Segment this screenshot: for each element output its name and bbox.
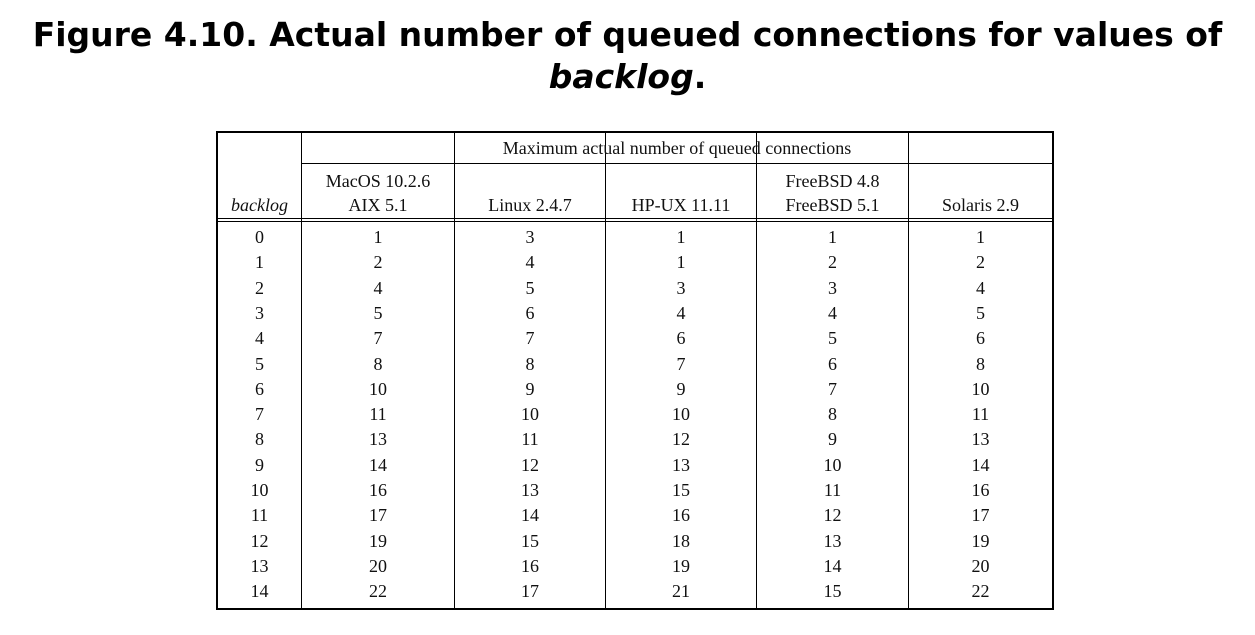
table-row xyxy=(218,402,1052,427)
spanning-header-rule xyxy=(302,163,1052,164)
table-cell-freebsd: 4 xyxy=(828,302,837,323)
table-cell-hpux: 21 xyxy=(672,581,690,602)
table-cell-macos_aix: 11 xyxy=(369,404,387,425)
table-cell-backlog: 13 xyxy=(250,555,269,576)
figure-title xyxy=(0,14,1255,98)
table-cell-linux: 4 xyxy=(525,252,535,273)
table-cell-hpux: 18 xyxy=(672,530,690,551)
table-cell-backlog: 2 xyxy=(255,277,264,298)
column-header-backlog xyxy=(218,167,301,217)
column-header-macos_aix xyxy=(302,167,454,217)
table-cell-hpux: 10 xyxy=(672,404,690,425)
column-header-line: HP-UX 11.11 xyxy=(631,195,731,215)
table-cell-backlog: 7 xyxy=(255,404,264,425)
table-cell-solaris: 14 xyxy=(971,454,990,475)
table-row xyxy=(218,225,1052,250)
table-cell-freebsd: 15 xyxy=(823,581,842,602)
table-cell-freebsd: 3 xyxy=(828,277,837,298)
table-cell-solaris: 10 xyxy=(971,378,990,399)
table-cell-linux: 8 xyxy=(525,353,535,374)
table-cell-macos_aix: 4 xyxy=(373,277,383,298)
table-cell-macos_aix: 8 xyxy=(373,353,383,374)
table-cell-hpux: 15 xyxy=(672,480,690,500)
table-cell-solaris: 19 xyxy=(971,530,990,551)
table-cell-freebsd: 13 xyxy=(823,530,842,551)
table-cell-hpux: 19 xyxy=(672,555,690,576)
table-cell-hpux: 9 xyxy=(676,378,686,399)
figure-title-suffix: . xyxy=(693,57,707,96)
table-cell-linux: 5 xyxy=(525,277,535,298)
table-row xyxy=(218,503,1052,528)
table-cell-backlog: 5 xyxy=(255,353,264,374)
table-cell-solaris: 6 xyxy=(976,328,985,349)
table-cell-solaris: 11 xyxy=(971,404,990,425)
table-row xyxy=(218,326,1052,351)
table-cell-backlog: 3 xyxy=(255,302,264,323)
table-cell-hpux: 1 xyxy=(676,252,686,273)
table-row xyxy=(218,453,1052,478)
table-cell-hpux: 3 xyxy=(676,277,686,298)
column-header-hpux xyxy=(606,167,756,217)
table-row xyxy=(218,377,1052,402)
table-cell-linux: 11 xyxy=(521,429,539,450)
table-cell-solaris: 4 xyxy=(976,277,985,298)
figure-title-prefix: Figure 4.10. Actual number of queued connections for values of xyxy=(32,15,1223,54)
column-header-line: backlog xyxy=(231,195,288,215)
table-cell-backlog: 12 xyxy=(250,530,269,551)
table-cell-hpux: 4 xyxy=(676,302,686,323)
table-cell-macos_aix: 13 xyxy=(369,429,387,450)
table-cell-backlog: 6 xyxy=(255,378,264,399)
figure-title-line2 xyxy=(0,56,1255,98)
table-cell-backlog: 9 xyxy=(255,454,264,475)
table-cell-macos_aix: 5 xyxy=(373,302,383,323)
table-cell-backlog: 14 xyxy=(250,581,269,602)
table-cell-freebsd: 6 xyxy=(828,353,837,374)
table-cell-linux: 9 xyxy=(525,378,535,399)
table-cell-solaris: 8 xyxy=(976,353,985,374)
table-cell-macos_aix: 2 xyxy=(373,252,383,273)
table-cell-freebsd: 11 xyxy=(823,480,842,500)
header-double-rule xyxy=(218,218,1052,222)
table-row xyxy=(218,554,1052,579)
table-cell-macos_aix: 7 xyxy=(373,328,383,349)
table-cell-solaris: 20 xyxy=(971,555,990,576)
column-header-line: AIX 5.1 xyxy=(348,195,408,215)
table-cell-macos_aix: 20 xyxy=(369,555,387,576)
table-cell-backlog: 11 xyxy=(250,505,269,526)
queued-connections-table xyxy=(216,131,1054,610)
table-cell-linux: 12 xyxy=(521,454,539,475)
table-cell-linux: 15 xyxy=(521,530,539,551)
table-cell-solaris: 16 xyxy=(971,480,990,500)
column-header-line: FreeBSD 4.8 xyxy=(785,171,880,191)
table-cell-linux: 13 xyxy=(521,480,539,500)
table-cell-linux: 7 xyxy=(525,328,535,349)
table-row xyxy=(218,250,1052,275)
table-row xyxy=(218,352,1052,377)
table-row xyxy=(218,529,1052,554)
table-cell-solaris: 22 xyxy=(971,581,990,602)
column-header-freebsd xyxy=(757,167,908,217)
table-row xyxy=(218,478,1052,503)
table-cell-freebsd: 12 xyxy=(823,505,842,526)
table-cell-solaris: 17 xyxy=(971,505,990,526)
table-cell-hpux: 13 xyxy=(672,454,690,475)
column-header-line: Solaris 2.9 xyxy=(941,195,1019,215)
table-cell-freebsd: 2 xyxy=(828,252,837,273)
column-header-linux xyxy=(455,167,605,217)
table-cell-hpux: 16 xyxy=(672,505,690,526)
table-cell-solaris: 2 xyxy=(976,252,985,273)
table-cell-freebsd: 8 xyxy=(828,404,837,425)
table-cell-hpux: 6 xyxy=(676,328,686,349)
table-cell-linux: 3 xyxy=(525,227,535,247)
table-cell-linux: 6 xyxy=(525,302,535,323)
table-cell-solaris: 5 xyxy=(976,302,985,323)
table-cell-macos_aix: 1 xyxy=(373,227,383,247)
table-cell-hpux: 7 xyxy=(676,353,686,374)
table-row xyxy=(218,276,1052,301)
table-cell-macos_aix: 22 xyxy=(369,581,387,602)
table-cell-macos_aix: 19 xyxy=(369,530,387,551)
table-row xyxy=(218,579,1052,604)
table-row xyxy=(218,427,1052,452)
column-header-line: FreeBSD 5.1 xyxy=(785,195,880,215)
table-cell-linux: 16 xyxy=(521,555,539,576)
table-cell-linux: 17 xyxy=(521,581,539,602)
table-cell-linux: 10 xyxy=(521,404,539,425)
column-header-line: MacOS 10.2.6 xyxy=(325,171,431,191)
table-cell-backlog: 1 xyxy=(255,252,264,273)
table-cell-hpux: 12 xyxy=(672,429,690,450)
table-cell-macos_aix: 14 xyxy=(369,454,387,475)
table-cell-solaris: 1 xyxy=(976,227,985,247)
table-cell-freebsd: 5 xyxy=(828,328,837,349)
table-cell-macos_aix: 10 xyxy=(369,378,387,399)
table-cell-backlog: 0 xyxy=(255,227,264,247)
table-cell-freebsd: 7 xyxy=(828,378,837,399)
table-cell-backlog: 10 xyxy=(250,480,269,500)
table-cell-freebsd: 10 xyxy=(823,454,842,475)
table-cell-freebsd: 9 xyxy=(828,429,837,450)
column-header-solaris xyxy=(909,167,1052,217)
figure-title-italic: backlog xyxy=(548,57,694,96)
table-row xyxy=(218,301,1052,326)
table-cell-macos_aix: 17 xyxy=(369,505,387,526)
spanning-header: Maximum actual number of queued connections xyxy=(502,138,852,158)
table-cell-freebsd: 1 xyxy=(828,227,837,247)
table-cell-solaris: 13 xyxy=(971,429,990,450)
table-cell-backlog: 8 xyxy=(255,429,264,450)
column-header-line: Linux 2.4.7 xyxy=(488,195,572,215)
table-cell-hpux: 1 xyxy=(676,227,686,247)
table-cell-macos_aix: 16 xyxy=(369,480,387,500)
table-cell-freebsd: 14 xyxy=(823,555,842,576)
table-cell-linux: 14 xyxy=(521,505,539,526)
table-cell-backlog: 4 xyxy=(255,328,264,349)
